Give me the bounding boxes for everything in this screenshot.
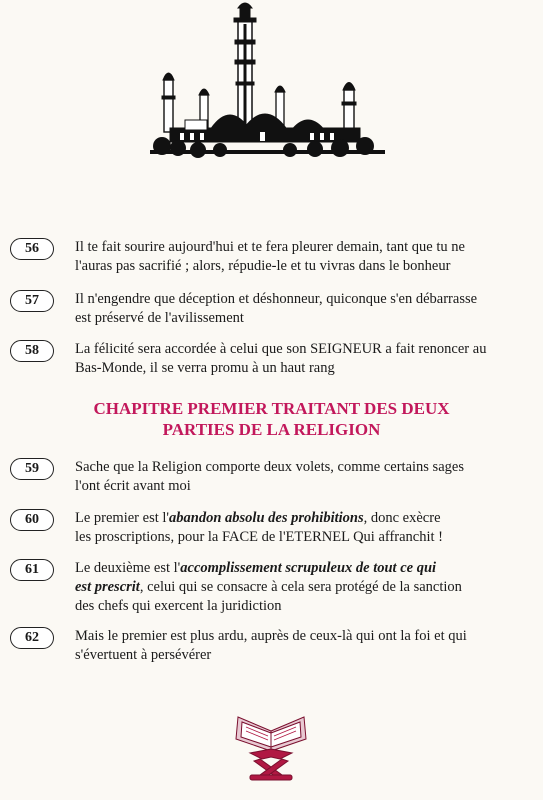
verse-text xyxy=(75,458,515,496)
verse-text-run: , donc exècre xyxy=(363,510,441,526)
verse-text-run: , celui qui se consacre à cela sera protégé de la sanction xyxy=(139,579,462,595)
verse-line: s'évertuent à persévérer xyxy=(75,647,212,663)
verse-line: La félicité sera accordée à celui que son SEIGNEUR a fait renoncer au xyxy=(75,341,487,357)
verse-number: 61 xyxy=(10,559,54,581)
mosque-illustration xyxy=(150,0,385,172)
chapter-heading-line: PARTIES DE LA RELIGION xyxy=(162,420,381,439)
emphasized-phrase: abandon absolu des prohibitions xyxy=(169,510,364,526)
verse-number: 62 xyxy=(10,627,54,649)
verse-number: 58 xyxy=(10,340,54,362)
quran-stand-illustration xyxy=(230,703,312,783)
verse-line: l'ont écrit avant moi xyxy=(75,478,191,494)
verse-text xyxy=(75,627,515,665)
verse-text xyxy=(75,559,515,616)
verse-line: des chefs qui exercent la juridiction xyxy=(75,598,282,614)
verse-line: l'auras pas sacrifié ; alors, répudie-le et tu vivras dans le bonheur xyxy=(75,258,451,274)
verse-number: 59 xyxy=(10,458,54,480)
verse-line: Il n'engendre que déception et déshonneur, quiconque s'en débarrasse xyxy=(75,291,478,307)
chapter-heading xyxy=(30,398,513,440)
verse-text xyxy=(75,340,515,378)
verse-number: 56 xyxy=(10,238,54,260)
verse-line: Mais le premier est plus ardu, auprès de ceux-là qui ont la foi et qui xyxy=(75,628,467,644)
verse-line: Bas-Monde, il se verra promu à un haut rang xyxy=(75,360,335,376)
verse-number: 60 xyxy=(10,509,54,531)
verse-text-run: Le deuxième est l' xyxy=(75,560,181,576)
emphasized-phrase: accomplissement scrupuleux de tout ce qui xyxy=(180,560,437,576)
verse-text xyxy=(75,509,515,547)
verse-text xyxy=(75,290,515,328)
verse-number: 57 xyxy=(10,290,54,312)
emphasized-phrase: est prescrit xyxy=(75,579,140,595)
verse-line: est préservé de l'avilissement xyxy=(75,310,244,326)
verse-text-run: Le premier est l' xyxy=(75,510,170,526)
verse-line: Sache que la Religion comporte deux volets, comme certains sages xyxy=(75,459,464,475)
verse-text xyxy=(75,238,515,276)
verse-line: Il te fait sourire aujourd'hui et te fera pleurer demain, tant que tu ne xyxy=(75,239,465,255)
chapter-heading-line: CHAPITRE PREMIER TRAITANT DES DEUX xyxy=(93,399,450,418)
verse-line: les proscriptions, pour la FACE de l'ETERNEL Qui affranchit ! xyxy=(75,529,443,545)
